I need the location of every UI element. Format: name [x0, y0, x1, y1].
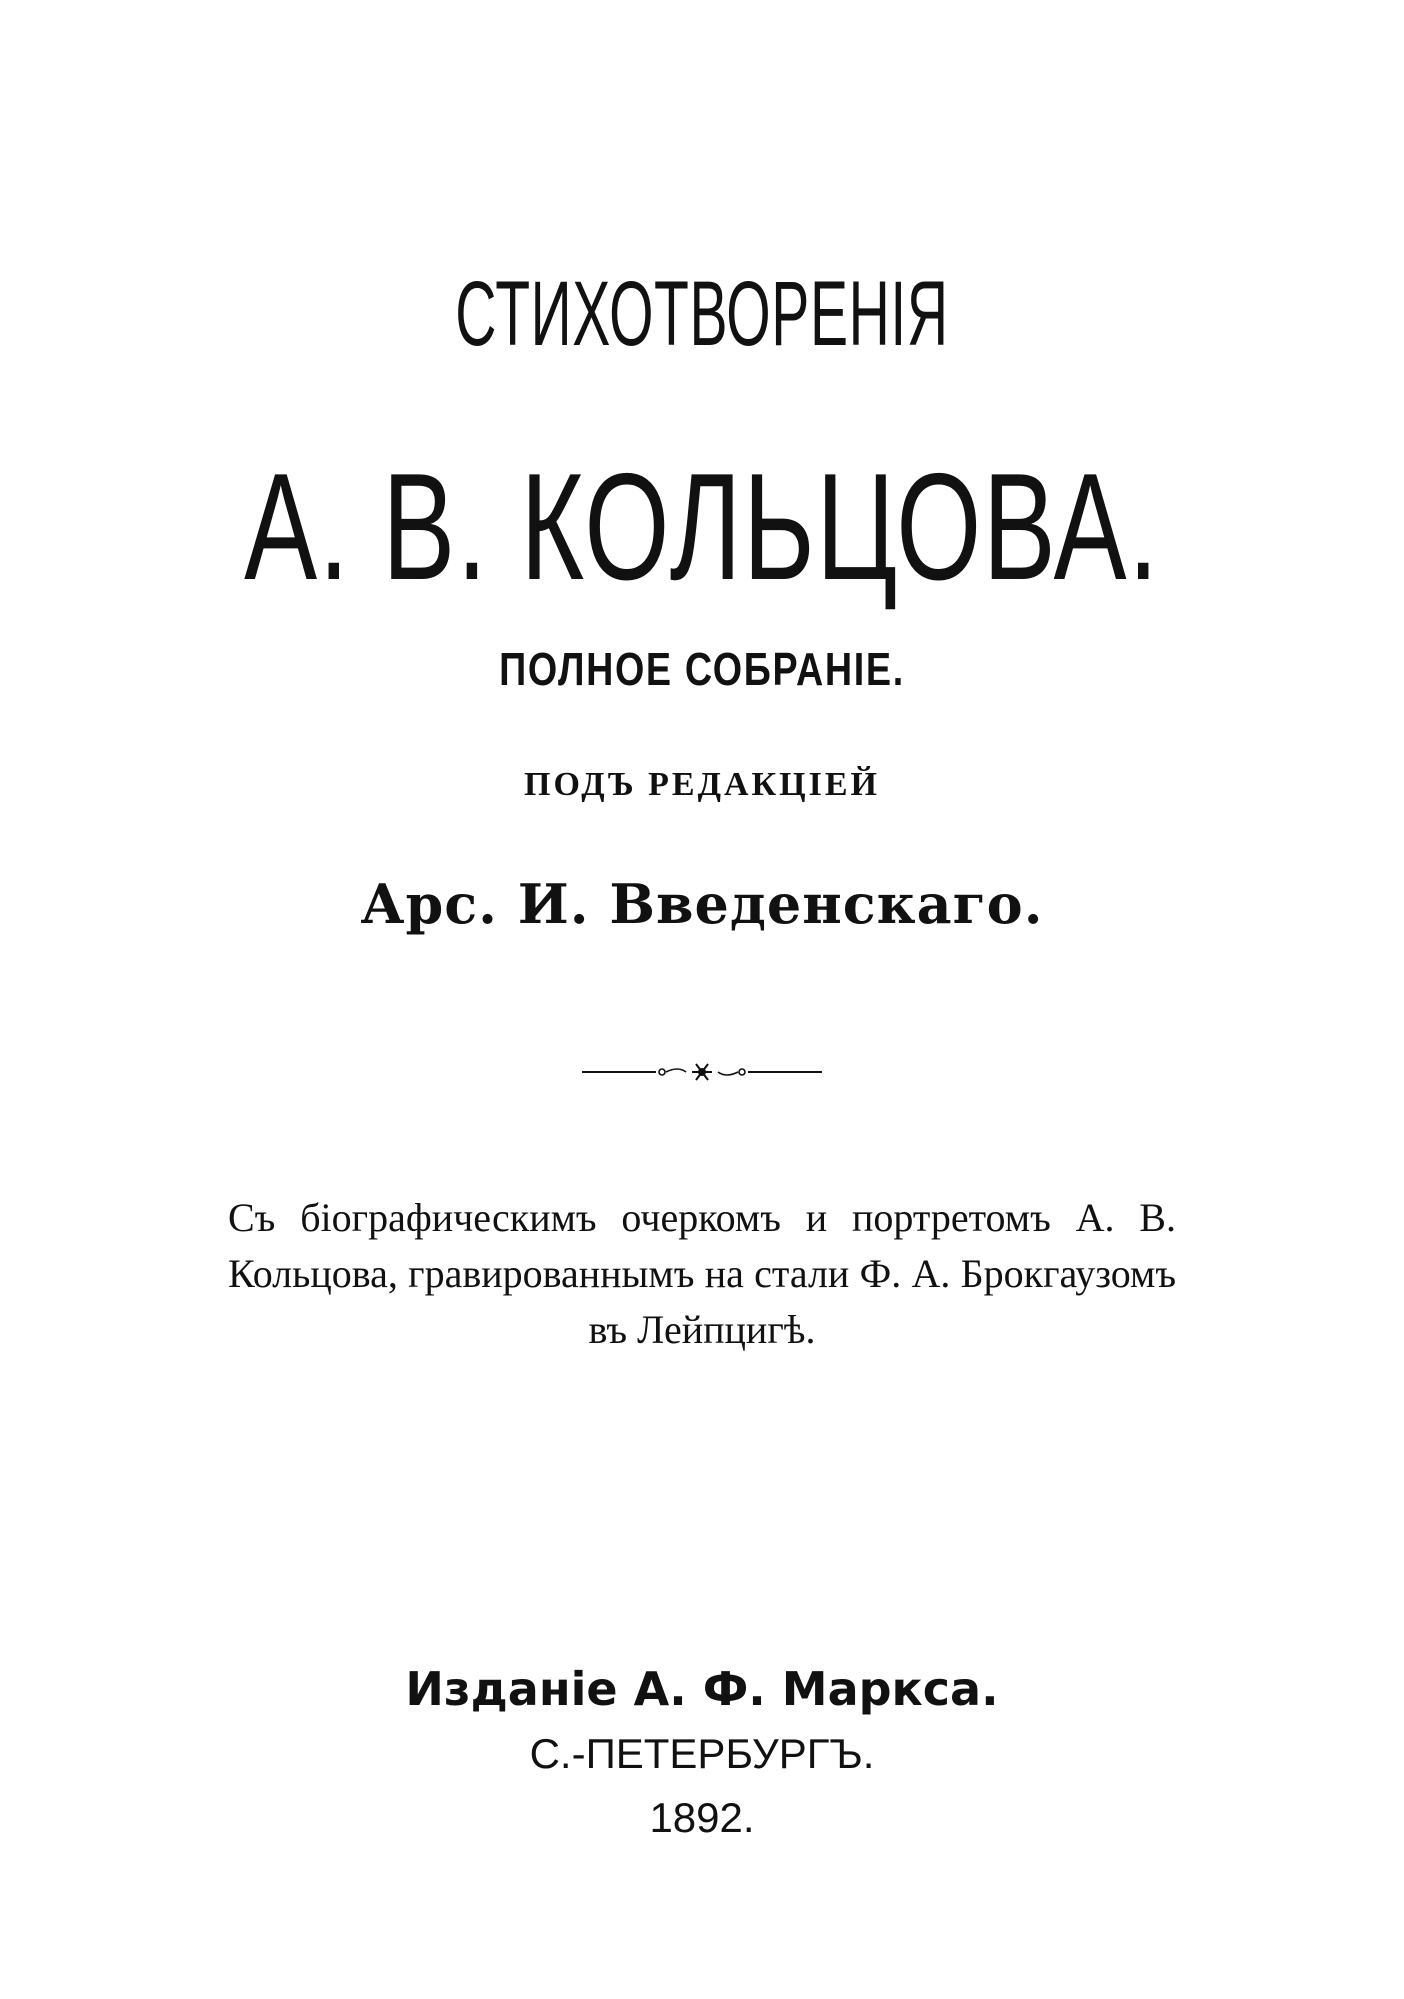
editor-name: Арс. И. Введенскаго.	[360, 872, 1044, 936]
title-line-poems: СТИХОТВОРЕНІЯ	[455, 263, 949, 365]
year: 1892.	[649, 1794, 755, 1841]
description: Съ біографическимъ очеркомъ и портретомъ А. В. Кольцова, гравированнымъ на стали Ф. А. Брокгаузомъ въ Лейпцигѣ.	[228, 1195, 1176, 1352]
title-line-author: А. В. КОЛЬЦОВА.	[244, 442, 1160, 612]
subtitle: ПОЛНОЕ СОБРАНІЕ.	[499, 643, 905, 695]
editor-prefix: ПОДЪ РЕДАКЦІЕЙ	[524, 766, 880, 803]
city: С.-ПЕТЕРБУРГЪ.	[529, 1730, 875, 1777]
publisher: Изданіе А. Ф. Маркса.	[405, 1662, 999, 1716]
ornament-divider-icon	[582, 1058, 822, 1086]
